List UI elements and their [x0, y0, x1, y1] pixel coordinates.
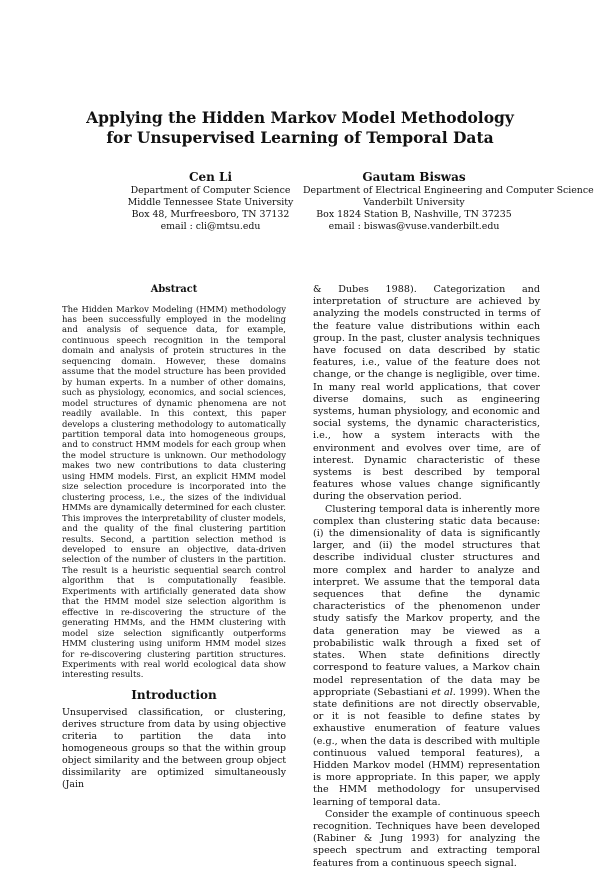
abstract-text: The Hidden Markov Modeling (HMM) methodology has been successfully employed in the modeling and analysis of sequence data, for example, continuous speech recognition in the temporal domain and analysis of protein structures in the sequencing domain. However, these domains assume that the model structure has been provided by human experts. In a number of other domains, such as physiology, economics, and social sciences, model structures of dynamic phenomena are not readily available. In this context, this paper develops a clustering methodology to automatically partition temporal data into homogeneous groups, and to construct HMM models for each group when the model structure is unknown. Our methodology makes two new contributions to data clustering using HMM models. First, an explicit HMM model size selection procedure is incorporated into the clustering process, i.e., the sizes of the individual HMMs are dynamically determined for each cluster. This improves the interpretability of cluster models, and the quality of the final clustering partition results. Second, a partition selection method is developed to ensure an objective, data-driven selection of the number of clusters in the partition. The result is a heuristic sequential search control algorithm that is computationally feasible. Experiments with artificially generated data show that the HMM model size selection algorithm is effective in re-discovering the structure of the generating HMMs, and the HMM clustering with model size selection significantly outperforms HMM clustering using uniform HMM model sizes for re-discovering clustering partition structures. Experiments with real world ecological data show interesting results. — [62, 303, 286, 680]
title-line-2: for Unsupervised Learning of Temporal Data — [106, 128, 494, 147]
paragraph-3: Consider the example of continuous speech recognition. Techniques have been developed (Rabiner & Jung 1993) for analyzing the speech spectrum and extracting temporal features from a continuous speech signal. — [313, 808, 540, 869]
author-email: email : biswas@vuse.vanderbilt.edu — [328, 221, 500, 232]
author-name: Cen Li — [188, 170, 233, 184]
paragraph-1: & Dubes 1988). Categorization and interpretation of structure are achieved by analyzing the models constructed in terms of the feature value distributions within each group. In the past, cluster analysis techniques have focused on data described by static features, i.e., value of the feature does not change, or the change is negligible, over time. In many real world applications, that cover diverse domains, such as engineering systems, human physiology, and economic and social systems, the dynamic characteristics, i.e., how a system interacts with the environment and evolves over time, are of interest. Dynamic characteristic of these systems is best described by temporal features whose values change significantly during the observation period. — [313, 284, 540, 503]
paragraph-2-part-b: 1999). When the state definitions are not directly observable, or it is not feasible to define states by exhaustive enumeration of feature values (e.g., when the data is described with multiple continuous valued temporal features), a Hidden Markov model (HMM) representation is more appropriate. In this paper, we apply the HMM methodology for unsupervised learning of temporal data. — [313, 686, 541, 808]
title-line-1: Applying the Hidden Markov Model Methodology — [86, 108, 514, 127]
author-name: Gautam Biswas — [362, 170, 466, 184]
left-column — [62, 284, 286, 791]
paper-title — [0, 108, 600, 148]
citation-et-al: et al. — [431, 686, 456, 698]
author-university: Middle Tennessee State University — [127, 197, 294, 208]
author-department: Department of Computer Science — [130, 185, 291, 196]
introduction-heading: Introduction — [131, 687, 217, 702]
paragraph-2-part-a: Clustering temporal data is inherently more complex than clustering static data because: (i) the dimensionality of data is significantly larger, and (ii) the model structures that describe individual cluster structures and more complex and harder to analyze and interpret. We assume that the temporal data sequences that define the dynamic characteristics of the phenomenon under study satisfy the Markov property, and the data generation may be viewed as a probabilistic walk through a fixed set of states. When state definitions directly correspond to feature values, a Markov chain model representation of the data may be appropriate (Sebastiani — [313, 503, 540, 698]
paragraph-2 — [313, 504, 540, 809]
author-university: Vanderbilt University — [363, 197, 465, 208]
author-address: Box 48, Murfreesboro, TN 37132 — [131, 209, 290, 220]
author-block-1 — [118, 170, 303, 233]
introduction-text: Unsupervised classification, or clustering, derives structure from data by using objective criteria to partition the data into homogeneous groups so that the within group object similarity and the between group object dissimilarity are optimized simultaneously (Jain — [62, 707, 286, 790]
author-address: Box 1824 Station B, Nashville, TN 37235 — [316, 209, 512, 220]
abstract-heading: Abstract — [150, 284, 198, 295]
right-column — [313, 284, 540, 870]
author-department: Department of Electrical Engineering and Computer Science — [303, 185, 594, 196]
author-block-2 — [303, 170, 594, 233]
author-email: email : cli@mtsu.edu — [160, 221, 261, 232]
